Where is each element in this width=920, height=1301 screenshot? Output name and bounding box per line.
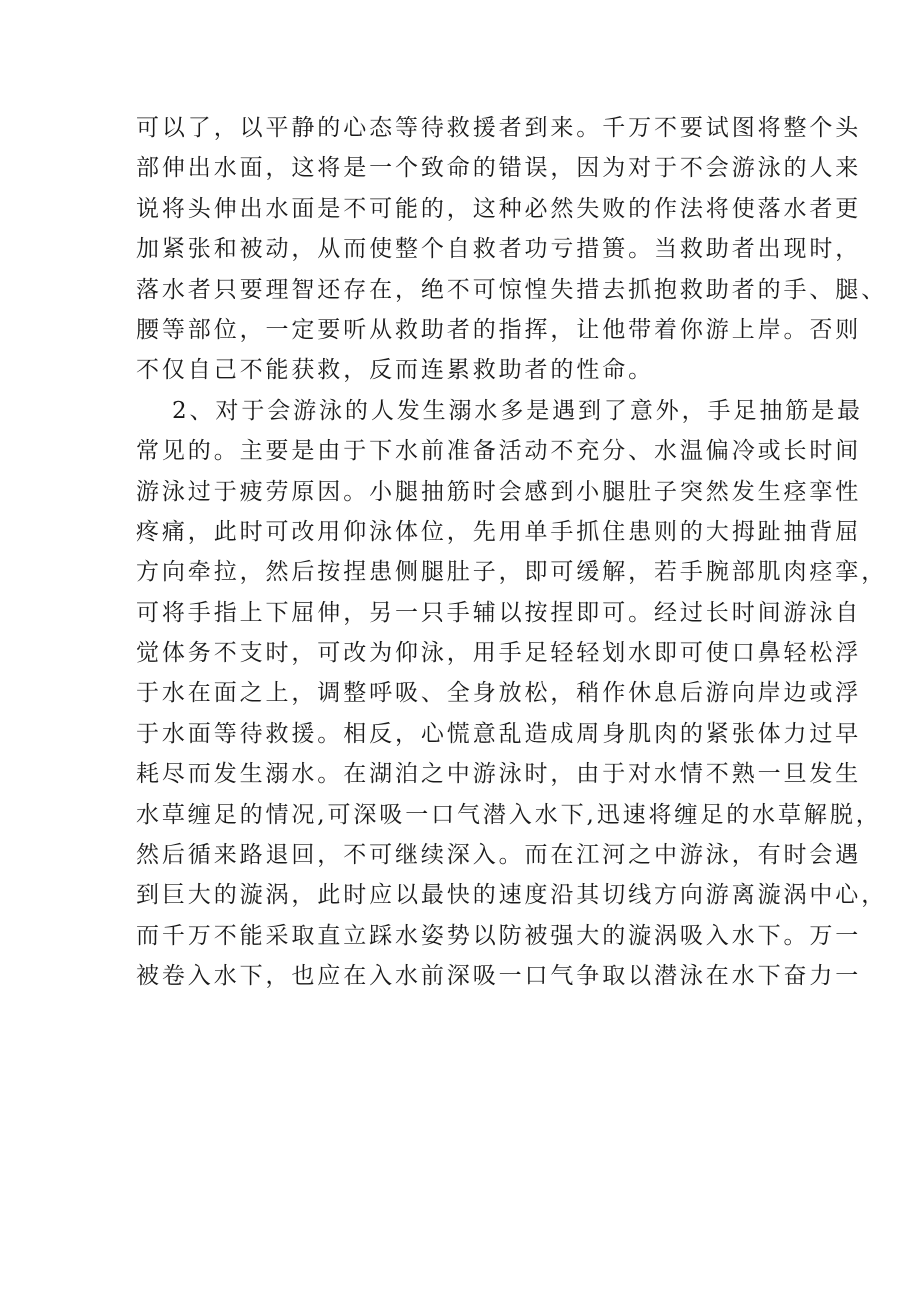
text-line: 疼痛，此时可改用仰泳体位，先用单手抓住患则的大拇趾抽背屈 — [136, 518, 862, 545]
text-line: 部伸出水面，这将是一个致命的错误，因为对于不会游泳的人来 — [136, 155, 862, 182]
text-line: 方向牵拉，然后按捏患侧腿肚子，即可缓解，若手腕部肌肉痉挛， — [136, 559, 888, 586]
text-line: 被卷入水下，也应在入水前深吸一口气争取以潜泳在水下奋力一 — [136, 963, 862, 990]
text-line: 可将手指上下屈伸，另一只手辅以按捏即可。经过长时间游泳自 — [136, 599, 862, 626]
text-line: 觉体务不支时，可改为仰泳，用手足轻轻划水即可使口鼻轻松浮 — [136, 640, 862, 667]
text-line: 到巨大的漩涡，此时应以最快的速度沿其切线方向游离漩涡中心， — [136, 882, 888, 909]
text-line: 不仅自己不能获救，反而连累救助者的性命。 — [136, 357, 654, 384]
text-line: 加紧张和被动，从而使整个自救者功亏措篑。当救助者出现时， — [136, 236, 862, 263]
text-line: 游泳过于疲劳原因。小腿抽筋时会感到小腿肚子突然发生痉挛性 — [136, 478, 862, 505]
text-line: 于水面等待救援。相反，心慌意乱造成周身肌肉的紧张体力过早 — [136, 720, 862, 747]
text-line: 而千万不能采取直立踩水姿势以防被强大的漩涡吸入水下。万一 — [136, 922, 862, 949]
text-line: 常见的。主要是由于下水前准备活动不充分、水温偏冷或长时间 — [136, 438, 862, 465]
text-line: 于水在面之上，调整呼吸、全身放松，稍作休息后游向岸边或浮 — [136, 680, 862, 707]
body-text — [136, 108, 888, 997]
text-line: 说将头伸出水面是不可能的，这种必然失败的作法将使落水者更 — [136, 195, 862, 222]
text-line: 腰等部位，一定要听从救助者的指挥，让他带着你游上岸。否则 — [136, 316, 862, 343]
text-line: 落水者只要理智还存在，绝不可惊惶失措去抓抱救助者的手、腿、 — [136, 276, 888, 303]
paragraph-2-first-line: 2、对于会游泳的人发生溺水多是遇到了意外，手足抽筋是最 — [172, 397, 863, 424]
text-line: 耗尽而发生溺水。在湖泊之中游泳时，由于对水情不熟一旦发生 — [136, 761, 862, 788]
text-line: 然后循来路退回，不可继续深入。而在江河之中游泳，有时会遇 — [136, 842, 862, 869]
text-line: 可以了，以平静的心态等待救援者到来。千万不要试图将整个头 — [136, 115, 862, 141]
text-line: 水草缠足的情况,可深吸一口气潜入水下,迅速将缠足的水草解脱， — [136, 801, 882, 828]
